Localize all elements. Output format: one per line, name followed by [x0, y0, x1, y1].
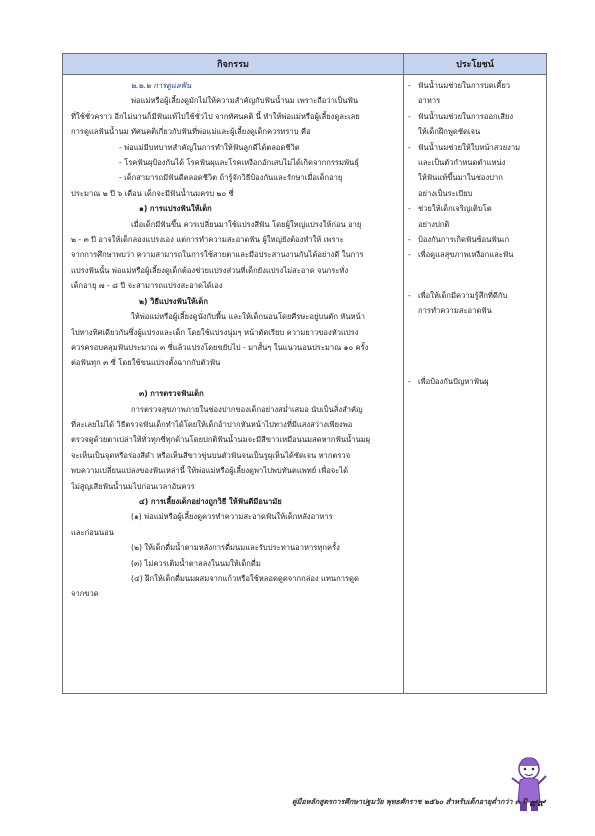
activity-line: - เด็กสามารถมีฟันดีตลอดชีวิต ถ้ารู้จักวิธีป้องกันและรักษาเมื่อเด็กอายุ: [119, 173, 343, 183]
benefit-line: [408, 374, 542, 389]
activity-line: จากขวด: [71, 589, 99, 599]
benefit-text: เพื่อป้องกันปัญหาฟันผุ: [418, 377, 489, 387]
activity-line: ประมาณ ๒ ปี ๖ เดือน เด็กจะมีฟันน้ำนมครบ ๒๐ ซี่: [71, 188, 234, 198]
activity-line: ๑) การแปรงฟันให้เด็ก: [139, 204, 212, 214]
activity-line: ไม่สูญเสียฟันน้ำนมไปก่อนเวลาอันควร: [71, 481, 195, 491]
benefit-line: [408, 155, 542, 170]
bullet-dash: [408, 93, 418, 108]
bullet-dash: -: [408, 204, 411, 214]
benefit-text: ให้ฟันแท้ขึ้นมาในช่องปาก: [418, 173, 503, 183]
activity-line: พบความเปลี่ยนแปลงของฟันเหล่านี้ ให้พ่อแม่หรือผู้เลี้ยงดูพาไปพบทันตแพทย์ เพื่อจะได้: [71, 466, 349, 476]
bullet-dash: -: [408, 81, 411, 90]
bullet-dash: [408, 155, 418, 170]
benefit-text: อาหาร: [418, 96, 441, 106]
spacer: [408, 344, 542, 359]
benefit-text: ให้เด็กฝึกพูดชัดเจน: [418, 127, 481, 137]
activity-line: ควรครอบคลุมฟันประมาณ ๓ ซี่แล้วแปรงโดยขยับไป - มาสั้นๆ ในแนวนอนประมาณ ๑๐ ครั้ง: [71, 342, 369, 352]
benefit-line: [408, 78, 542, 93]
activity-line: - พ่อแม่มีบทบาทสำคัญในการทำให้ฟันลูกดีได้ตลอดชีวิต: [119, 142, 300, 152]
header-benefit: ประโยชน์: [404, 54, 547, 75]
benefit-text: ช่วยให้เด็กเจริญเติบโต: [418, 204, 492, 214]
benefit-line: [408, 140, 542, 155]
benefit-text: อย่างปกติ: [418, 219, 450, 229]
benefit-text: เพื่อดูแลสุขภาพเหงือกและฟัน: [418, 250, 514, 260]
activity-line: จะเห็นเป็นจุดหรือร่องสีดำ หรือเห็นสีขาวขุ่นบนตัวฟันจนเป็นรูผุเห็นได้ชัดเจน หากตรวจ: [71, 450, 351, 460]
table-header-row: [63, 54, 547, 75]
benefit-line: [408, 217, 542, 232]
benefit-line: [408, 170, 542, 185]
activity-line: (๓) ไม่ควรเติมน้ำตาลลงในนมให้เด็กดื่ม: [131, 558, 261, 568]
bullet-dash: [408, 217, 418, 232]
benefit-text: การทำความสะอาดฟัน: [418, 306, 492, 316]
bullet-dash: -: [408, 111, 411, 121]
benefit-line: [408, 109, 542, 124]
bullet-dash: -: [408, 377, 411, 387]
activity-line: การตรวจสุขภาพภายในช่องปากของเด็กอย่างสม่ำเสมอ นับเป็นสิ่งสำคัญ: [131, 404, 363, 414]
activity-line: ๔) การเลี้ยงเด็กอย่างถูกวิธี ให้ฟันดีมีอนามัย: [139, 496, 282, 506]
activity-line: พ่อแม่หรือผู้เลี้ยงดูมักไม่ให้ความสำคัญกับฟันน้ำนม เพราะถือว่าเป็นฟัน: [131, 96, 359, 106]
benefit-text: ฟันน้ำนมช่วยในการออกเสียง: [418, 111, 514, 121]
activity-line: ให้พ่อแม่หรือผู้เลี้ยงดูนั่งกับพื้น และให้เด็กนอนโดยศีรษะอยู่บนตัก หันหน้า: [131, 312, 366, 322]
bullet-dash: [408, 124, 418, 139]
benefit-text: อย่างเป็นระเบียบ: [418, 188, 473, 198]
spacer: [408, 263, 542, 288]
bullet-dash: -: [408, 235, 411, 245]
benefit-line: [408, 201, 542, 216]
benefit-text: เพื่อให้เด็กมีความรู้สึกที่ดีกับ: [418, 290, 508, 300]
activity-line: ๒) วิธีแปรงฟันให้เด็ก: [139, 296, 208, 306]
header-activity: กิจกรรม: [63, 54, 404, 75]
activity-line: ๒ - ๓ ปี อาจให้เด็กลองแปรงเอง แต่การทำความสะอาดฟัน ผู้ใหญ่ยังต้องทำให้ เพราะ: [71, 235, 344, 245]
benefit-line: [408, 232, 542, 247]
activity-line: แปรงฟันนั้น พ่อแม่หรือผู้เลี้ยงดูเด็กต้องช่วยแปรงส่วนที่เด็กยังแปรงไม่สะอาด จนกระทั่ง: [71, 265, 349, 275]
activity-line: ๓) การตรวจฟันเด็ก: [139, 389, 204, 399]
bullet-dash: [408, 303, 418, 318]
footer-text: คู่มือหลักสูตรการศึกษาปฐมวัย พุทธศักราช ๒๕๖๐ สำหรับเด็กอายุต่ำกว่า ๓ ปี: [291, 797, 527, 806]
activity-line: ไปทางทิศเดียวกันซึ่งผู้แปรงและเด็ก โดยใช้แปรงนุ่มๆ หน้าตัดเรียบ ความยาวของหัวแปรง: [71, 327, 359, 337]
activity-cell: [63, 75, 404, 694]
benefit-text: ฟันน้ำนมช่วยในการบดเคี้ยว: [418, 81, 511, 90]
bullet-dash: [408, 170, 418, 185]
benefit-line: [408, 288, 542, 303]
activity-line: (๑) พ่อแม่หรือผู้เลี้ยงดูควรทำความสะอาดฟันให้เด็กหลังอาหาร: [131, 512, 333, 522]
benefit-line: [408, 124, 542, 139]
activity-line: ๒.๒.๒ การดูแลฟัน: [131, 81, 192, 90]
activity-line: ต่อฟันทุก ๓ ซี่ โดยใช้ขนแปรงตั้งฉากกับตัวฟัน: [71, 358, 221, 368]
activity-line: (๔) ฝึกให้เด็กดื่มนมผสมจากแก้วหรือใช้หลอดดูดจากกล่อง แทนการดูด: [131, 573, 359, 583]
spacer: [71, 371, 397, 386]
page-number: ๙๙: [529, 796, 546, 809]
benefit-line: [408, 186, 542, 201]
bullet-dash: -: [408, 142, 411, 152]
table-row: [63, 75, 547, 694]
activity-line: ที่ใช้ชั่วคราว อีกไม่นานก็มีฟันแท้ไปใช้ชั่วไป จากทัศนคติ นี้ ทำให้พ่อแม่หรือผู้เลี้ยงดูละเลย: [71, 111, 360, 121]
benefit-cell: [404, 75, 547, 694]
activity-benefit-table: [62, 53, 547, 694]
spacer: [408, 319, 542, 344]
benefit-text: ฟันน้ำนมช่วยให้ใบหน้าสวยงาม: [418, 142, 521, 152]
benefit-line: [408, 93, 542, 108]
benefit-text: ป้องกันการเกิดฟันซ้อนฟันเก: [418, 235, 510, 245]
activity-line: ตรวจดูด้วยตาเปล่าให้ทั่วทุกซี่ทุกด้านโดยปกติฟันน้ำนมจะมีสีขาวเหมือนนมสดหากฟันน้ำนมผุ: [71, 435, 371, 445]
activity-line: - โรคฟันผุป้องกันได้ โรคฟันผุและโรคเหงือกอักเสบไม่ได้เกิดจากกรรมพันธุ์: [119, 158, 359, 168]
benefit-line: [408, 247, 542, 262]
activity-line: เมื่อเด็กมีฟันขึ้น ควรเปลี่ยนมาใช้แปรงสีฟัน โดยผู้ใหญ่แปรงให้ก่อน อายุ: [131, 219, 362, 229]
activity-line: เด็กอายุ ๗ - ๘ ปี จะสามารถแปรงสะอาดได้เอง: [71, 281, 223, 291]
bullet-dash: [408, 186, 418, 201]
activity-line: (๒) ให้เด็กดื่มน้ำตามหลังการดื่มนมและรับประทานอาหารทุกครั้ง: [131, 543, 340, 553]
activity-line: ที่ละเลยไม่ได้ วิธีตรวจฟันเด็กทำได้โดยให้เด็กอ้าปากหันหน้าไปทางที่มีแสงสว่างเพียงพอ: [71, 419, 353, 429]
bullet-dash: -: [408, 250, 411, 260]
activity-line: จากการศึกษาพบว่า ความสามารถในการใช้สายตาและมือประสานงานกันได้อย่างดี ในการ: [71, 250, 364, 260]
spacer: [408, 359, 542, 374]
benefit-line: [408, 303, 542, 318]
bullet-dash: -: [408, 290, 411, 300]
activity-line: และก่อนนอน: [71, 527, 114, 537]
benefit-text: และเป็นตัวกำหนดตำแหน่ง: [418, 158, 506, 168]
activity-line: การดูแลฟันน้ำนม ทัศนคติเกี่ยวกับฟันที่พ่อแม่และผู้เลี้ยงดูเด็กควรทราบ คือ: [71, 127, 311, 137]
